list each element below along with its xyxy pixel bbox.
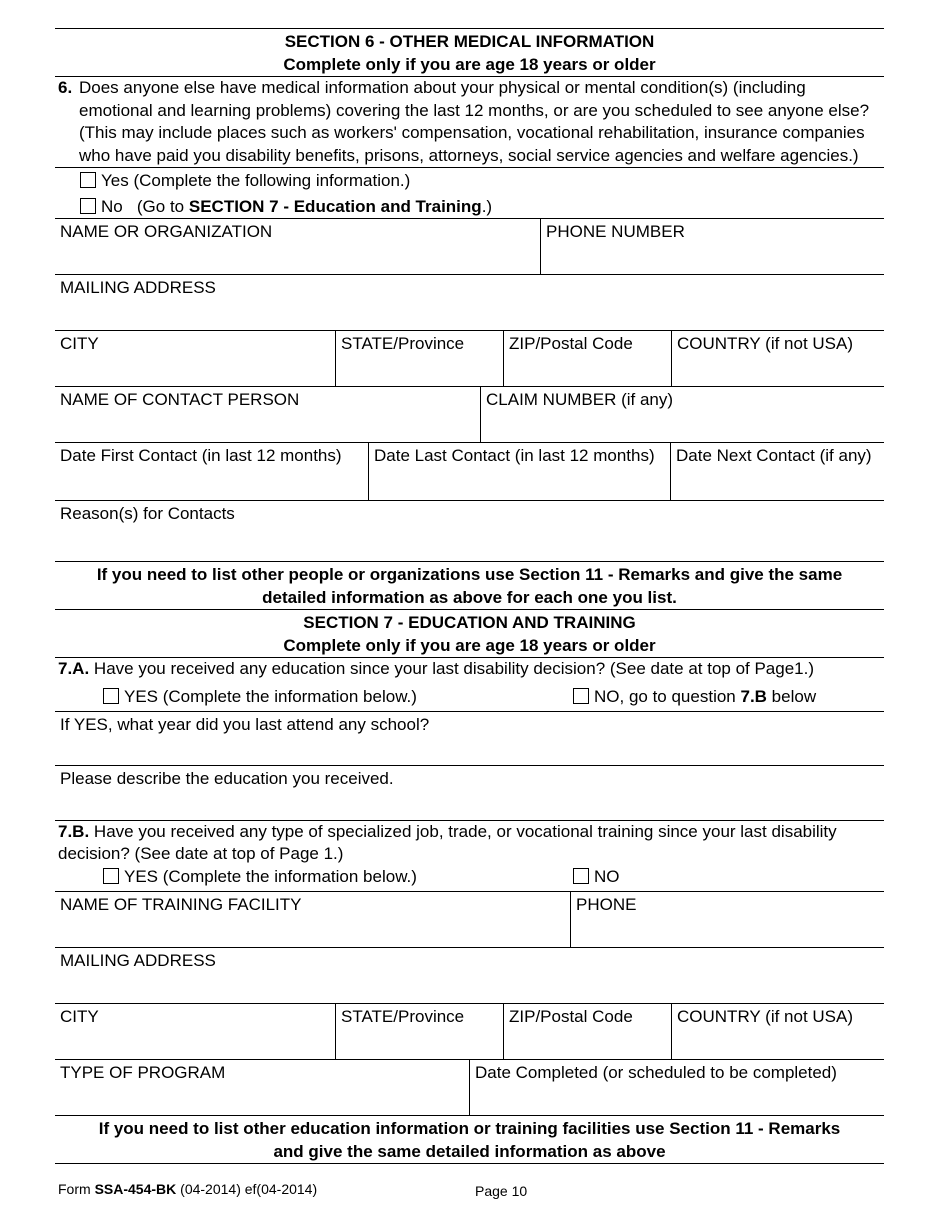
last-school-year-field[interactable] — [55, 712, 884, 765]
form-id — [58, 1181, 317, 1197]
city-label: CITY — [60, 334, 99, 353]
q7a-no-prefix: NO, go to question — [594, 686, 741, 706]
question-6-text: Does anyone else have medical information about your physical or mental condition(s) (including emotional and learning problems) covering the last 12 months, or are you scheduled to see anyone else? (This may include places such as workers' compensation, vocational rehabilitation, insurance companies who have paid you disability benefits, prisons, attorneys, social service agencies and welfare agencies.) — [79, 78, 870, 165]
form-id-number: SSA-454-BK — [94, 1181, 177, 1197]
date-completed-label: Date Completed (or scheduled to be completed) — [475, 1062, 837, 1082]
zip-field[interactable] — [503, 331, 671, 386]
q7a-options — [55, 681, 884, 711]
q7b-no-label: NO — [594, 866, 620, 886]
phone-number-label: PHONE NUMBER — [546, 222, 685, 241]
section7-note-line1: If you need to list other education information or training facilities use Section 11 - Remarks — [98, 1118, 841, 1138]
facility-city-label: CITY — [60, 1006, 99, 1026]
contact-person-field[interactable] — [55, 387, 480, 442]
last-contact-label: Date Last Contact (in last 12 months) — [374, 446, 655, 465]
q6-reasons-row — [55, 501, 884, 561]
question-7b-text: Have you received any type of specialized job, trade, or vocational training since your last disability decision? (See date at top of Page 1.) — [58, 821, 837, 863]
last-contact-field[interactable] — [368, 443, 670, 500]
education-description-label: Please describe the education you received. — [60, 768, 394, 788]
facility-country-label: COUNTRY (if not USA) — [677, 1006, 854, 1026]
facility-phone-label: PHONE — [576, 894, 637, 914]
form-id-edition: (04-2014) ef(04-2014) — [176, 1181, 318, 1197]
q7a-no-suffix: below — [766, 686, 817, 706]
date-completed-field[interactable] — [469, 1060, 884, 1115]
q7b-yes-label: YES (Complete the information below.) — [124, 866, 417, 886]
question-7a-number: 7.A. — [58, 659, 90, 678]
q7a-year-row — [55, 712, 884, 765]
last-school-year-label: If YES, what year did you last attend any school? — [60, 714, 430, 734]
form-id-prefix: Form — [58, 1181, 95, 1197]
q7a-no-option[interactable] — [573, 681, 816, 711]
q7b-no-option[interactable] — [573, 866, 620, 891]
section7-note-line2: and give the same detailed information as above — [273, 1141, 666, 1161]
facility-state-field[interactable] — [335, 1004, 503, 1059]
facility-phone-field[interactable] — [570, 892, 884, 947]
section6-top-rule — [55, 28, 884, 29]
facility-city-field[interactable] — [55, 1004, 335, 1059]
name-or-organization-field[interactable] — [55, 219, 540, 274]
q7a-no-target: 7.B — [740, 686, 767, 706]
question-7b-number: 7.B. — [58, 821, 90, 841]
question-7a-text: Have you received any education since your last disability decision? (See date at top of Page1.) — [93, 659, 815, 678]
section6-title: SECTION 6 - OTHER MEDICAL INFORMATION — [284, 32, 655, 51]
rule — [55, 609, 884, 610]
q7a-yes-checkbox[interactable] — [103, 688, 119, 704]
mailing-address-field[interactable] — [55, 275, 884, 330]
q6-yes-label: Yes (Complete the following information.) — [101, 171, 411, 190]
q6-no-checkbox[interactable] — [80, 198, 96, 214]
program-type-label: TYPE OF PROGRAM — [60, 1062, 226, 1082]
section6-subtitle: Complete only if you are age 18 years or older — [283, 55, 656, 74]
state-label: STATE/Province — [341, 334, 465, 353]
q7a-describe-row — [55, 766, 884, 820]
q7b-city-row — [55, 1004, 884, 1059]
facility-mailing-address-label: MAILING ADDRESS — [60, 950, 216, 970]
claim-number-field[interactable] — [480, 387, 884, 442]
q6-yes-option[interactable] — [55, 168, 884, 193]
q6-no-suffix: .) — [481, 197, 493, 216]
q6-no-section-link: SECTION 7 - Education and Training — [188, 197, 482, 216]
q7b-facility-row — [55, 892, 884, 947]
q7b-options — [55, 866, 884, 891]
q6-org-row — [55, 219, 884, 274]
training-facility-field[interactable] — [55, 892, 570, 947]
facility-mailing-address-field[interactable] — [55, 948, 884, 1003]
mailing-address-label: MAILING ADDRESS — [60, 278, 216, 297]
facility-state-label: STATE/Province — [341, 1006, 465, 1026]
facility-country-field[interactable] — [671, 1004, 884, 1059]
question-6 — [55, 77, 884, 167]
country-field[interactable] — [671, 331, 884, 386]
section7-subtitle: Complete only if you are age 18 years or older — [283, 636, 656, 655]
rule — [55, 561, 884, 562]
q7b-program-row — [55, 1060, 884, 1115]
contact-person-label: NAME OF CONTACT PERSON — [60, 390, 300, 409]
reasons-field[interactable] — [55, 501, 884, 561]
question-7a — [55, 658, 884, 681]
next-contact-field[interactable] — [670, 443, 884, 500]
country-label: COUNTRY (if not USA) — [677, 334, 854, 353]
question-7b — [55, 821, 884, 866]
section7-bottom-rule — [55, 1163, 884, 1164]
reasons-label: Reason(s) for Contacts — [60, 504, 235, 523]
zip-label: ZIP/Postal Code — [509, 334, 633, 353]
q7b-mailing-row — [55, 948, 884, 1003]
q6-no-prefix: No (Go to — [101, 197, 189, 216]
city-field[interactable] — [55, 331, 335, 386]
phone-number-field[interactable] — [540, 219, 884, 274]
section7-title: SECTION 7 - EDUCATION AND TRAINING — [303, 613, 636, 632]
q7b-yes-option[interactable] — [55, 866, 573, 891]
q6-contact-row — [55, 387, 884, 442]
rule — [55, 1115, 884, 1116]
q6-mailing-row — [55, 275, 884, 330]
education-description-field[interactable] — [55, 766, 884, 820]
q7a-yes-option[interactable] — [55, 681, 573, 711]
q7b-yes-checkbox[interactable] — [103, 868, 119, 884]
first-contact-field[interactable] — [55, 443, 368, 500]
name-or-organization-label: NAME OR ORGANIZATION — [60, 222, 273, 241]
program-type-field[interactable] — [55, 1060, 469, 1115]
facility-zip-label: ZIP/Postal Code — [509, 1006, 633, 1026]
question-6-number: 6. — [58, 78, 73, 97]
section6-note-line1: If you need to list other people or organizations use Section 11 - Remarks and give the same — [96, 565, 843, 584]
first-contact-label: Date First Contact (in last 12 months) — [60, 446, 342, 465]
form-page — [55, 28, 884, 1164]
section6-note-line2: detailed information as above for each one you list. — [262, 588, 677, 607]
q6-no-option[interactable] — [55, 193, 884, 218]
claim-number-label: CLAIM NUMBER (if any) — [486, 390, 674, 409]
facility-zip-field[interactable] — [503, 1004, 671, 1059]
q7a-yes-label: YES (Complete the information below.) — [124, 686, 417, 706]
q7a-no-checkbox[interactable] — [573, 688, 589, 704]
page-number: Page 10 — [475, 1183, 528, 1199]
page-footer — [58, 1181, 884, 1197]
q6-dates-row — [55, 443, 884, 500]
q6-city-row — [55, 331, 884, 386]
training-facility-label: NAME OF TRAINING FACILITY — [60, 894, 302, 914]
state-field[interactable] — [335, 331, 503, 386]
q7b-no-checkbox[interactable] — [573, 868, 589, 884]
q6-yes-checkbox[interactable] — [80, 172, 96, 188]
next-contact-label: Date Next Contact (if any) — [676, 446, 872, 465]
